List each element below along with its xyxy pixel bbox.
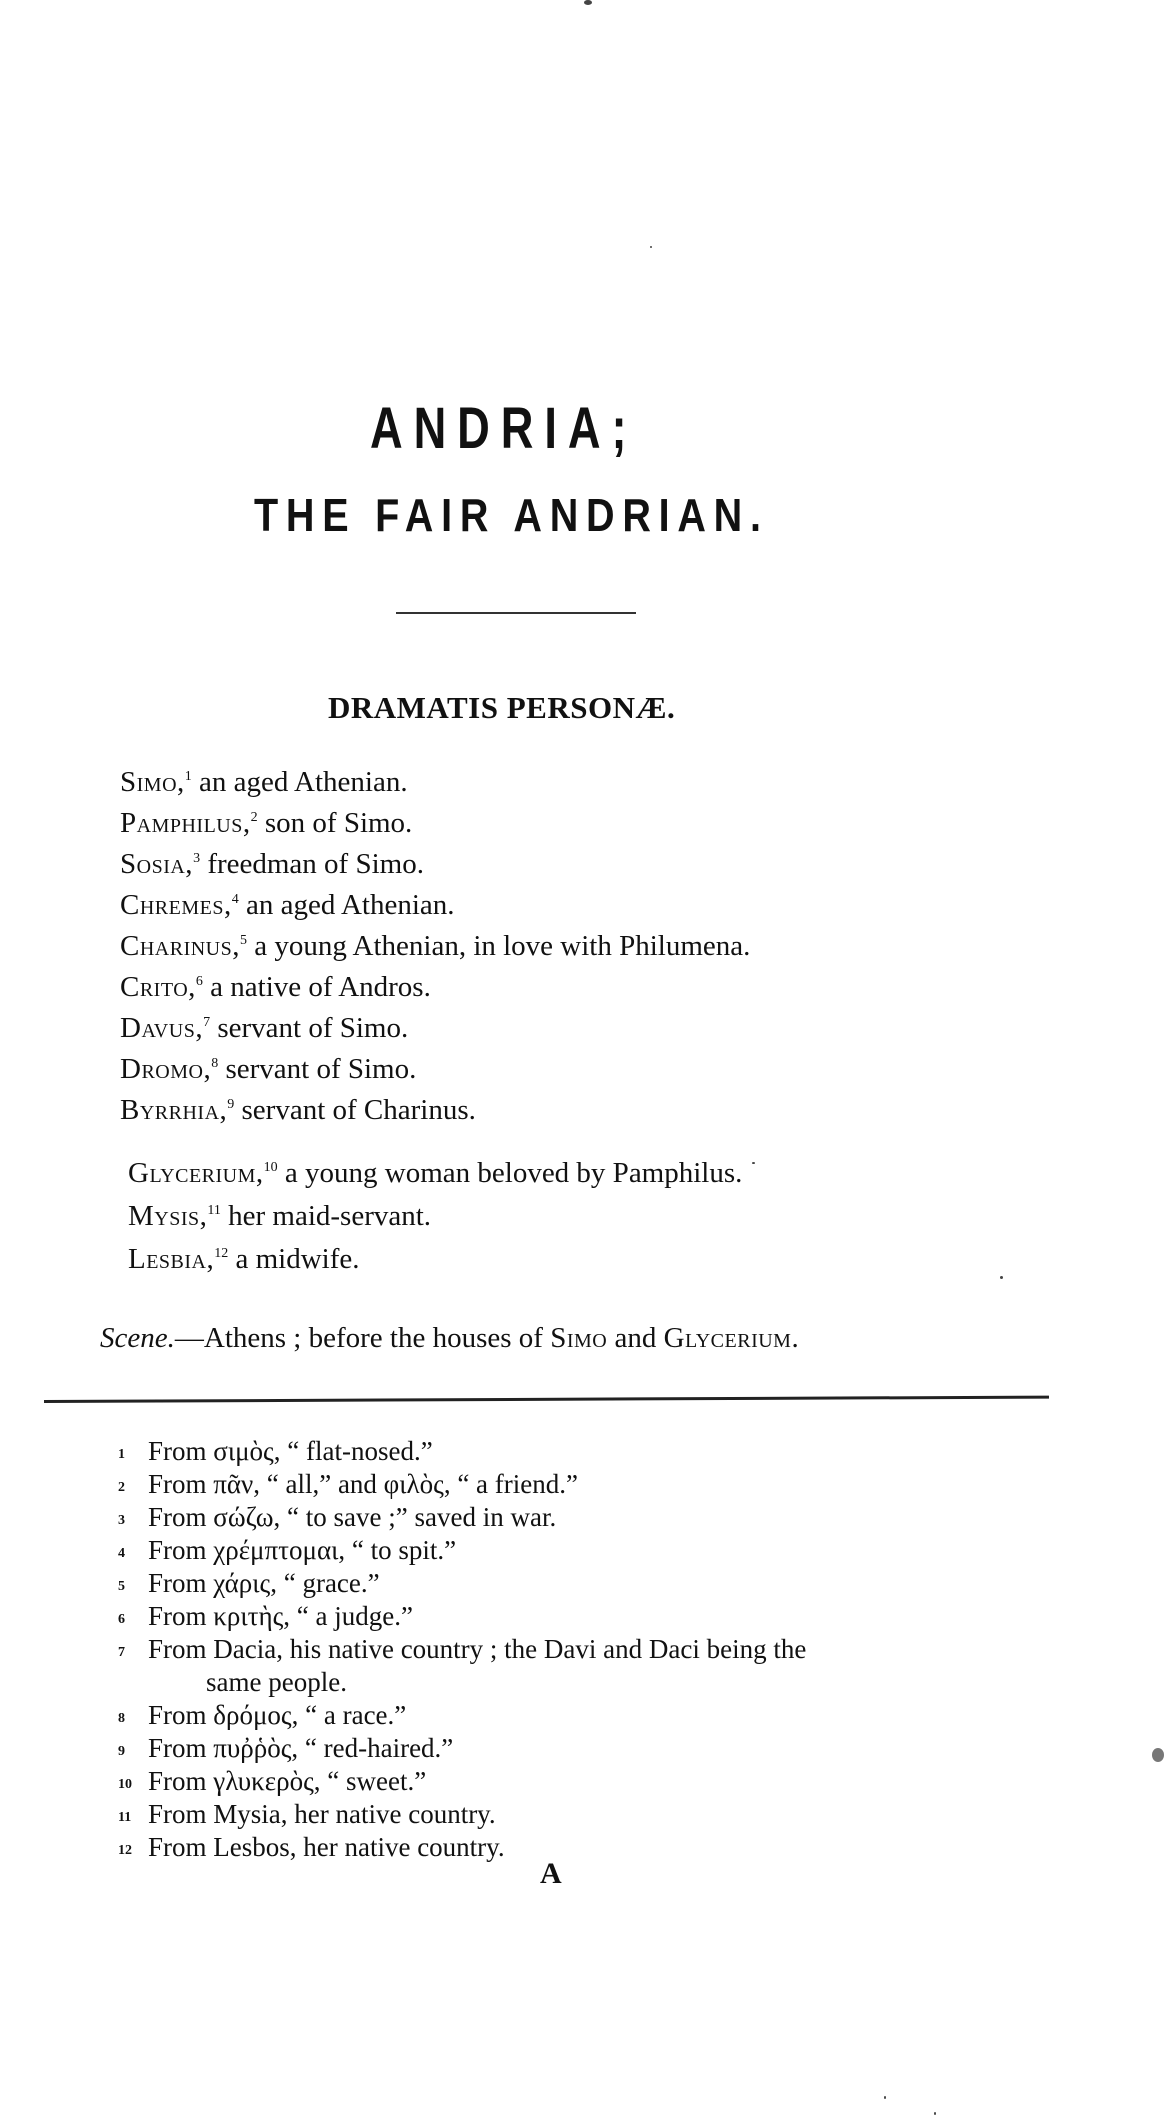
footnote: 1 From σιμὸς, “ flat-nosed.” (118, 1436, 433, 1466)
footnote: 9 From πυῤῥὸς, “ red-haired.” (118, 1733, 454, 1763)
footnote-divider (44, 1396, 1049, 1403)
footnote: 12 From Lesbos, her native country. (118, 1832, 505, 1862)
footnote: 2 From πᾶν, “ all,” and φιλὸς, “ a friend.” (118, 1469, 578, 1499)
footnote: 4 From χρέμπτομαι, “ to spit.” (118, 1535, 457, 1565)
footnote: 10 From γλυκερὸς, “ sweet.” (118, 1766, 427, 1796)
scan-speck (584, 0, 592, 5)
footnote: 11 From Mysia, her native country. (118, 1799, 496, 1829)
persona-line: Pamphilus,$^2$ son of Simo. (120, 807, 413, 839)
scan-speck (934, 2112, 936, 2115)
scan-speck (650, 246, 652, 248)
persona-line: Dromo,$^8$ servant of Simo. (120, 1053, 417, 1085)
persona-line: Charinus,$^5$ a young Athenian, in love with Philumena. (120, 930, 751, 962)
signature-mark: A (540, 1857, 562, 1890)
footnote: 5 From χάρις, “ grace.” (118, 1568, 380, 1598)
scan-speck (884, 2096, 886, 2099)
footnote: 8 From δρόμος, “ a race.” (118, 1700, 407, 1730)
persona-line: Davus,$^7$ servant of Simo. (120, 1012, 409, 1044)
persona-line: Chremes,$^4$ an aged Athenian. (120, 889, 455, 921)
scan-speck (1000, 1276, 1003, 1279)
persona-line: Byrrhia,$^9$ servant of Charinus. (120, 1094, 476, 1126)
persona-line: Crito,$^6$ a native of Andros. (120, 971, 431, 1003)
play-title: ANDRIA; (370, 396, 638, 461)
persona-line: Mysis,$^{11}$ her maid-servant. (128, 1200, 432, 1232)
footnote: 7 From Dacia, his native country ; the Davi and Daci being the (118, 1634, 807, 1664)
footnote-continuation: same people. (206, 1667, 347, 1697)
footnote: 6 From κριτὴς, “ a judge.” (118, 1601, 413, 1631)
play-subtitle: THE FAIR ANDRIAN. (254, 489, 769, 541)
persona-line: Sosia,$^3$ freedman of Simo. (120, 848, 424, 880)
scene-line: Scene.—Athens ; before the houses of Simo and Glycerium. (100, 1322, 800, 1354)
title-divider (396, 612, 636, 614)
scan-speck (1152, 1748, 1164, 1762)
scan-speck (752, 1162, 755, 1164)
footnote: 3 From σώζω, “ to save ;” saved in war. (118, 1502, 557, 1532)
persona-line: Simo,$^1$ an aged Athenian. (120, 766, 408, 798)
dramatis-personae-heading: DRAMATIS PERSONÆ. (328, 690, 676, 725)
persona-line: Glycerium,$^{10}$ a young woman beloved by Pamphilus. (128, 1157, 743, 1189)
persona-line: Lesbia,$^{12}$ a midwife. (128, 1243, 360, 1275)
